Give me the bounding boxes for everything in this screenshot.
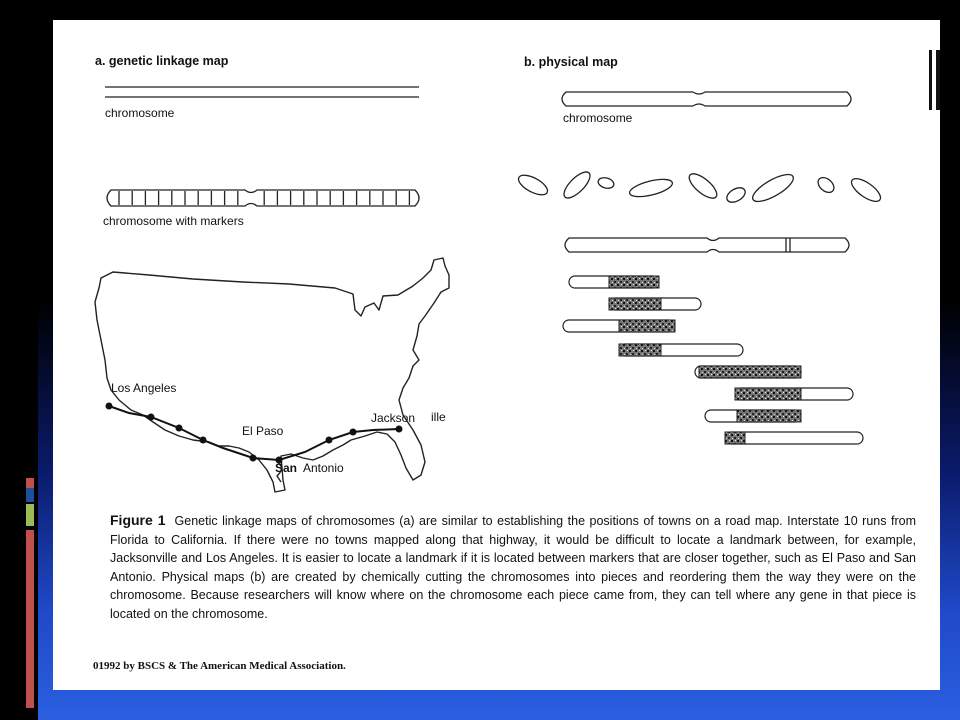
city-san: San	[275, 461, 298, 475]
figure-image	[53, 20, 940, 690]
caption-text: Genetic linkage maps of chromosomes (a) are similar to establishing the positions of towns on a road map. Interstate 10 runs from Florida to California. If there were no towns mapped along that highway, it would be difficult to locate a landmark between, for example, Jacksonville and Los Angeles. It is easier to locate a landmark if it is located between markers that are closer together, such as El Paso and San Antonio. Physical maps (b) are created by chemically cutting the chromosomes into pieces and reordering them the way they were on the chromosome. Because researchers will know where on the chromosome each piece came from, they can tell where any gene in that piece is located on the chromosome.	[110, 514, 916, 621]
panel-b-title: b. physical map	[524, 55, 618, 69]
accent-stripe-blue	[26, 488, 34, 502]
city-ville: ille	[431, 410, 446, 424]
panel-a-chromosome-label: chromosome	[105, 106, 175, 120]
copyright-notice: 01992 by BSCS & The American Medical Association.	[93, 660, 346, 672]
city-antonio: Antonio	[303, 461, 344, 475]
panel-b-chromosome-label: chromosome	[563, 111, 633, 125]
city-los-angeles: Los Angeles	[111, 381, 177, 395]
city-jackson: Jackson	[371, 411, 416, 425]
accent-stripe-green	[26, 504, 34, 526]
accent-stripe-red	[26, 478, 34, 488]
contig-fragments	[563, 276, 863, 444]
chromosome-with-markers	[107, 190, 419, 206]
panel-a-markers-label: chromosome with markers	[103, 214, 244, 228]
reconstructed-chromosome	[565, 238, 849, 252]
city-el-paso: El Paso	[242, 424, 284, 438]
panel-a-title: a. genetic linkage map	[95, 54, 229, 68]
usa-map	[95, 258, 449, 492]
chromosome-fragments	[516, 168, 884, 206]
figure-caption	[110, 511, 916, 623]
physical-chromosome	[562, 92, 851, 106]
accent-stripe-red-long	[26, 530, 34, 708]
plain-chromosome-a	[105, 87, 419, 97]
figure-label: Figure 1	[110, 512, 166, 528]
